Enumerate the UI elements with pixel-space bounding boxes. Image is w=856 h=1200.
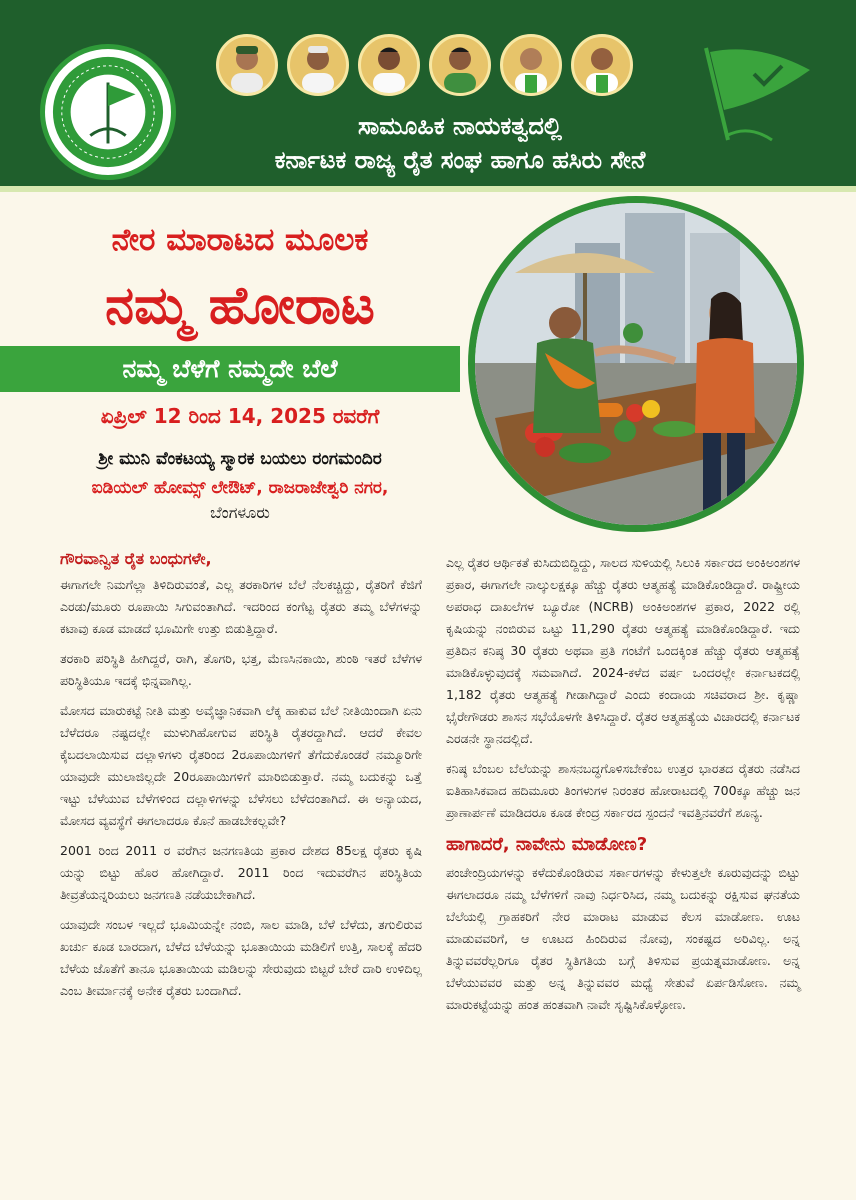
paragraph: ಎಲ್ಲ ರೈತರ ಆರ್ಥಿಕತೆ ಕುಸಿದುಬಿದ್ದಿದ್ದು, ಸಾಲದ ಸುಳಿಯಲ್ಲಿ ಸಿಲುಕಿ ಸರ್ಕಾರದ ಅಂಕಿಅಂಶಗಳ ಪ್ರಕಾರ, ಈಗಾಗಲೇ ನಾಲ್ಕುಲಕ್ಷಕ್ಕೂ ಹೆಚ್ಚು ರೈತರು ಆತ್ಮಹತ್ಯೆ ಮಾಡಿಕೊಂಡಿದ್ದಾರೆ. ರಾಷ್ಟ್ರೀಯ ಅಪರಾಧ ದಾಖಲೆಗಳ ಬ್ಯೂರೋ (NCRB) ಅಂಕಿಅಂಶಗಳ ಪ್ರಕಾರ, 2022 ರಲ್ಲಿ ಕೃಷಿಯನ್ನು ನಂಬಿರುವ ಒಟ್ಟು 11,290 ರೈತರು ಆತ್ಮಹತ್ಯೆ ಮಾಡಿಕೊಂಡಿದ್ದಾರೆ. ಇದು ಪ್ರತಿದಿನ ಕನಿಷ್ಠ 30 ರೈತರು ಅಥವಾ ಪ್ರತಿ ಗಂಟೆಗೆ ಒಂದಕ್ಕಿಂತ ಹೆಚ್ಚು ರೈತರು ಆತ್ಮಹತ್ಯೆ ಮಾಡಿಕೊಳ್ಳುವುದಕ್ಕೆ ಸಮವಾಗಿದೆ. 2024-ಕಳೆದ ವರ್ಷ ಒಂದರಲ್ಲೇ ಕರ್ನಾಟಕದಲ್ಲಿ 1,182 ರೈತರು ಆತ್ಮಹತ್ಯೆ ಗೀಡಾಗಿದ್ದಾರೆ ಎಂದು ಕಂದಾಯ ಸಚಿವರಾದ ಶ್ರೀ. ಕೃಷ್ಣಾ ಭೈರೇಗೌಡರು ಶಾಸನ ಸಭೆಯೊಳಗೇ ತಿಳಿಸಿದ್ದಾರೆ. ರೈತರ ಆತ್ಮಹತ್ಯೆಯ ವಿಚಾರದಲ್ಲಿ ಕರ್ನಾಟಕ ಎರಡನೇ ಸ್ಥಾನದಲ್ಲಿದೆ.: [446, 555, 800, 746]
leader-portrait: [287, 34, 349, 96]
poster-title-line1: ನೇರ ಮಾರಾಟದ ಮೂಲಕ: [111, 222, 369, 258]
leader-portrait: [500, 34, 562, 96]
vegetable-vendor-scene-icon: [475, 203, 797, 525]
person-portrait-icon: [574, 37, 630, 93]
poster-title-line2: ನಮ್ಮ ಹೋರಾಟ: [105, 276, 375, 336]
paragraph: ಮೋಸದ ಮಾರುಕಟ್ಟೆ ನೀತಿ ಮತ್ತು ಅವೈಜ್ಞಾನಿಕವಾಗಿ ಲೆಕ್ಕ ಹಾಕುವ ಬೆಲೆ ನೀತಿಯಿಂದಾಗಿ ಏನು ಬೆಳೆದರೂ ನಷ್ಟದಲ್ಲೇ ಮುಳುಗಿಹೋಗುವ ಪರಿಸ್ಥಿತಿ ರೈತರದ್ದಾಗಿದೆ. ಆದರೆ ಕೇವಲ ಕೈಬದಲಾಯಿಸುವ ದಲ್ಲಾಳಿಗಳು ರೈತರಿಂದ 2ರೂಪಾಯಿಗಳಿಗೆ ತೆಗೆದುಕೊಂಡರೆ ನಮ್ಮೂರಿಗೇ ಯಾವುದೇ ಮುಲಾಜಿಲ್ಲದೇ 20ರೂಪಾಯಿಗಳಿಗೆ ಮಾರಿಬಿಡುತ್ತಾರೆ. ನಮ್ಮ ಬದುಕನ್ನು ಒತ್ತೆ ಇಟ್ಟು ಬೆಳೆಯುವ ಬೆಳೆಗಳಿಂದ ದಲ್ಲಾಳಿಗಳನ್ನು ಬೆಳೆಸಲು ಬೆಳೆದಂತಾಗಿದೆ. ಈ ಅನ್ಯಾಯದ, ಮೋಸದ ವ್ಯವಸ್ಥೆಗೆ ಈಗಲಾದರೂ ಕೊನೆ ಹಾಡಬೇಕಲ್ಲವೇ?: [60, 703, 422, 828]
leader-portrait: [429, 34, 491, 96]
market-photo: [468, 196, 804, 532]
header-band: [0, 0, 856, 192]
person-portrait-icon: [361, 37, 417, 93]
greeting-heading: ಗೌರವಾನ್ವಿತ ರೈತ ಬಂಧುಗಳೇ,: [60, 549, 212, 568]
paragraph: ಪಂಚೇಂದ್ರಿಯಗಳನ್ನು ಕಳೆದುಕೊಂಡಿರುವ ಸರ್ಕಾರಗಳನ್ನು ಕೇಳುತ್ತಲೇ ಕೂರುವುದನ್ನು ಬಿಟ್ಟು ಈಗಲಾದರೂ ನಮ್ಮ ಬೆಳೆಗಳಿಗೆ ನಾವು ನಿರ್ಧರಿಸಿದ, ನಮ್ಮ ಬದುಕನ್ನು ರಕ್ಷಿಸುವ ಘನತೆಯ ಬೆಲೆಯಲ್ಲಿ ಗ್ರಾಹಕರಿಗೆ ನೇರ ಮಾರಾಟ ಮಾಡುವ ಕೆಲಸ ಮಾಡೋಣ. ಊಟ ಮಾಡುವವರಿಗೆ, ಆ ಊಟದ ಹಿಂದಿರುವ ನೋವು, ಸಂಕಷ್ಟದ ಅರಿವಿಲ್ಲ. ಅನ್ನ ತಿನ್ನುವವರೆಲ್ಲರಿಗೂ ರೈತರ ಸ್ಥಿತಿಗತಿಯ ಬಗ್ಗೆ ತಿಳಿಸುವ ಪ್ರಯತ್ನಮಾಡೋಣ. ಅನ್ನ ಬೆಳೆಯುವವರ ಮತ್ತು ಅನ್ನ ತಿನ್ನುವವರ ಮಧ್ಯೆ ಸೇತುವೆ ಏರ್ಪಡಿಸೋಣ. ನಮ್ಮ ಮಾರುಕಟ್ಟೆಯನ್ನು ಹಂತ ಹಂತವಾಗಿ ನಾವೇ ಸೃಷ್ಟಿಸಿಕೊಳ್ಳೋಣ.: [446, 865, 800, 1012]
leader-portraits: [216, 34, 633, 96]
slogan-banner: ನಮ್ಮ ಬೆಳೆಗೆ ನಮ್ಮದೇ ಬೆಲೆ: [0, 346, 460, 392]
leader-portrait: [216, 34, 278, 96]
paragraph: ಈಗಾಗಲೇ ನಿಮಗೆಲ್ಲಾ ತಿಳಿದಿರುವಂತೆ, ಎಲ್ಲ ತರಕಾರಿಗಳ ಬೆಲೆ ನೆಲಕಚ್ಚಿದ್ದು, ರೈತರಿಗೆ ಕೆಜಿಗೆ ಎರಡು/ಮೂರು ರೂಪಾಯಿ ಸಿಗುವಂತಾಗಿದೆ. ಇದರಿಂದ ಕಂಗೆಟ್ಟ ರೈತರು ತಮ್ಮ ಬೆಳೆಗಳನ್ನು ಕಟಾವು ಕೂಡ ಮಾಡದೆ ಭೂಮಿಗೇ ಉತ್ತು ಬಿಡುತ್ತಿದ್ದಾರೆ.: [60, 577, 422, 636]
leader-portrait: [571, 34, 633, 96]
paragraph: ಕನಿಷ್ಠ ಬೆಂಬಲ ಬೆಲೆಯನ್ನು ಶಾಸನಬದ್ಧಗೊಳಿಸಬೇಕೆಂಬ ಉತ್ತರ ಭಾರತದ ರೈತರು ನಡೆಸಿದ ಐತಿಹಾಸಿಕವಾದ ಹದಿಮೂರು ತಿಂಗಳುಗಳ ನಿರಂತರ ಹೋರಾಟದಲ್ಲಿ 700ಕ್ಕೂ ಹೆಚ್ಚು ಜನ ಪ್ರಾಣಾರ್ಪಣೆ ಮಾಡಿದರೂ ಕೂಡ ಕೇಂದ್ರ ಸರ್ಕಾರದ ಸ್ಪಂದನೆ ಇವತ್ತಿನವರೆಗೆ ಶೂನ್ಯ.: [446, 761, 800, 820]
person-portrait-icon: [290, 37, 346, 93]
paragraph: 2001 ರಿಂದ 2011 ರ ವರೆಗಿನ ಜನಗಣತಿಯ ಪ್ರಕಾರ ದೇಶದ 85ಲಕ್ಷ ರೈತರು ಕೃಷಿ ಯನ್ನು ಬಿಟ್ಟು ಹೊರ ಹೋಗಿದ್ದಾರೆ. 2011 ರಿಂದ ಇದುವರೆಗಿನ ಪರಿಸ್ಥಿತಿಯ ತೀವ್ರತೆಯನ್ನರಿಯಲು ಜನಗಣತಿ ನಡೆಯಬೇಕಾಗಿದೆ.: [60, 843, 422, 902]
farmer-flag-logo-icon: [49, 53, 167, 171]
header-title: ಕರ್ನಾಟಕ ರಾಜ್ಯ ರೈತ ಸಂಘ ಹಾಗೂ ಹಸಿರು ಸೇನೆ: [274, 146, 646, 174]
person-portrait-icon: [432, 37, 488, 93]
section-heading: ಹಾಗಾದರೆ, ನಾವೇನು ಮಾಡೋಣ?: [446, 834, 648, 855]
body-column-left: [60, 548, 422, 1010]
person-portrait-icon: [219, 37, 275, 93]
leader-portrait: [358, 34, 420, 96]
organization-logo: [40, 44, 176, 180]
event-date: ಏಪ್ರಿಲ್ 12 ರಿಂದ 14, 2025 ರವರೆಗೆ: [100, 404, 380, 428]
header-subtitle: ಸಾಮೂಹಿಕ ನಾಯಕತ್ವದಲ್ಲಿ: [358, 112, 562, 140]
paragraph: ತರಕಾರಿ ಪರಿಸ್ಥಿತಿ ಹೀಗಿದ್ದರೆ, ರಾಗಿ, ತೊಗರಿ, ಭತ್ತ, ಮೆಣಸಿನಕಾಯಿ, ಶುಂಠಿ ಇತರೆ ಬೆಳೆಗಳ ಪರಿಸ್ಥಿತಿಯೂ ಇದಕ್ಕೆ ಭಿನ್ನವಾಗಿಲ್ಲ.: [60, 651, 422, 688]
body-column-right: [446, 552, 800, 1024]
person-portrait-icon: [503, 37, 559, 93]
event-city: ಬೆಂಗಳೂರು: [210, 503, 270, 522]
paragraph: ಯಾವುದೇ ಸಂಬಳ ಇಲ್ಲದೆ ಭೂಮಿಯನ್ನೇ ನಂಬಿ, ಸಾಲ ಮಾಡಿ, ಬೆಳೆ ಬೆಳೆದು, ತಗುಲಿರುವ ಖರ್ಚು ಕೂಡ ಬಾರದಾಗ, ಬೆಳೆದ ಬೆಳೆಯನ್ನು ಭೂತಾಯಿಯ ಮಡಿಲಿಗೆ ಉತ್ತಿ, ಸಾಲಕ್ಕೆ ಹೆದರಿ ಬೆಳೆಯ ಜೊತೆಗೆ ತಾನೂ ಭೂತಾಯಿಯ ಮಡಿಲನ್ನು ಸೇರುವುದು ಬಿಟ್ಟರೆ ಬೇರೆ ದಾರಿ ಉಳಿದಿಲ್ಲ ಎಂಬ ತೀರ್ಮಾನಕ್ಕೆ ಅನೇಕ ರೈತರು ಬಂದಾಗಿದೆ.: [60, 917, 422, 998]
event-venue: ಶ್ರೀ ಮುನಿ ವೆಂಕಟಯ್ಯ ಸ್ಮಾರಕ ಬಯಲು ರಂಗಮಂದಿರ: [98, 449, 382, 469]
event-address: ಐಡಿಯಲ್ ಹೋಮ್ಸ್ ಲೇಔಟ್, ರಾಜರಾಜೇಶ್ವರಿ ನಗರ,: [91, 478, 389, 498]
